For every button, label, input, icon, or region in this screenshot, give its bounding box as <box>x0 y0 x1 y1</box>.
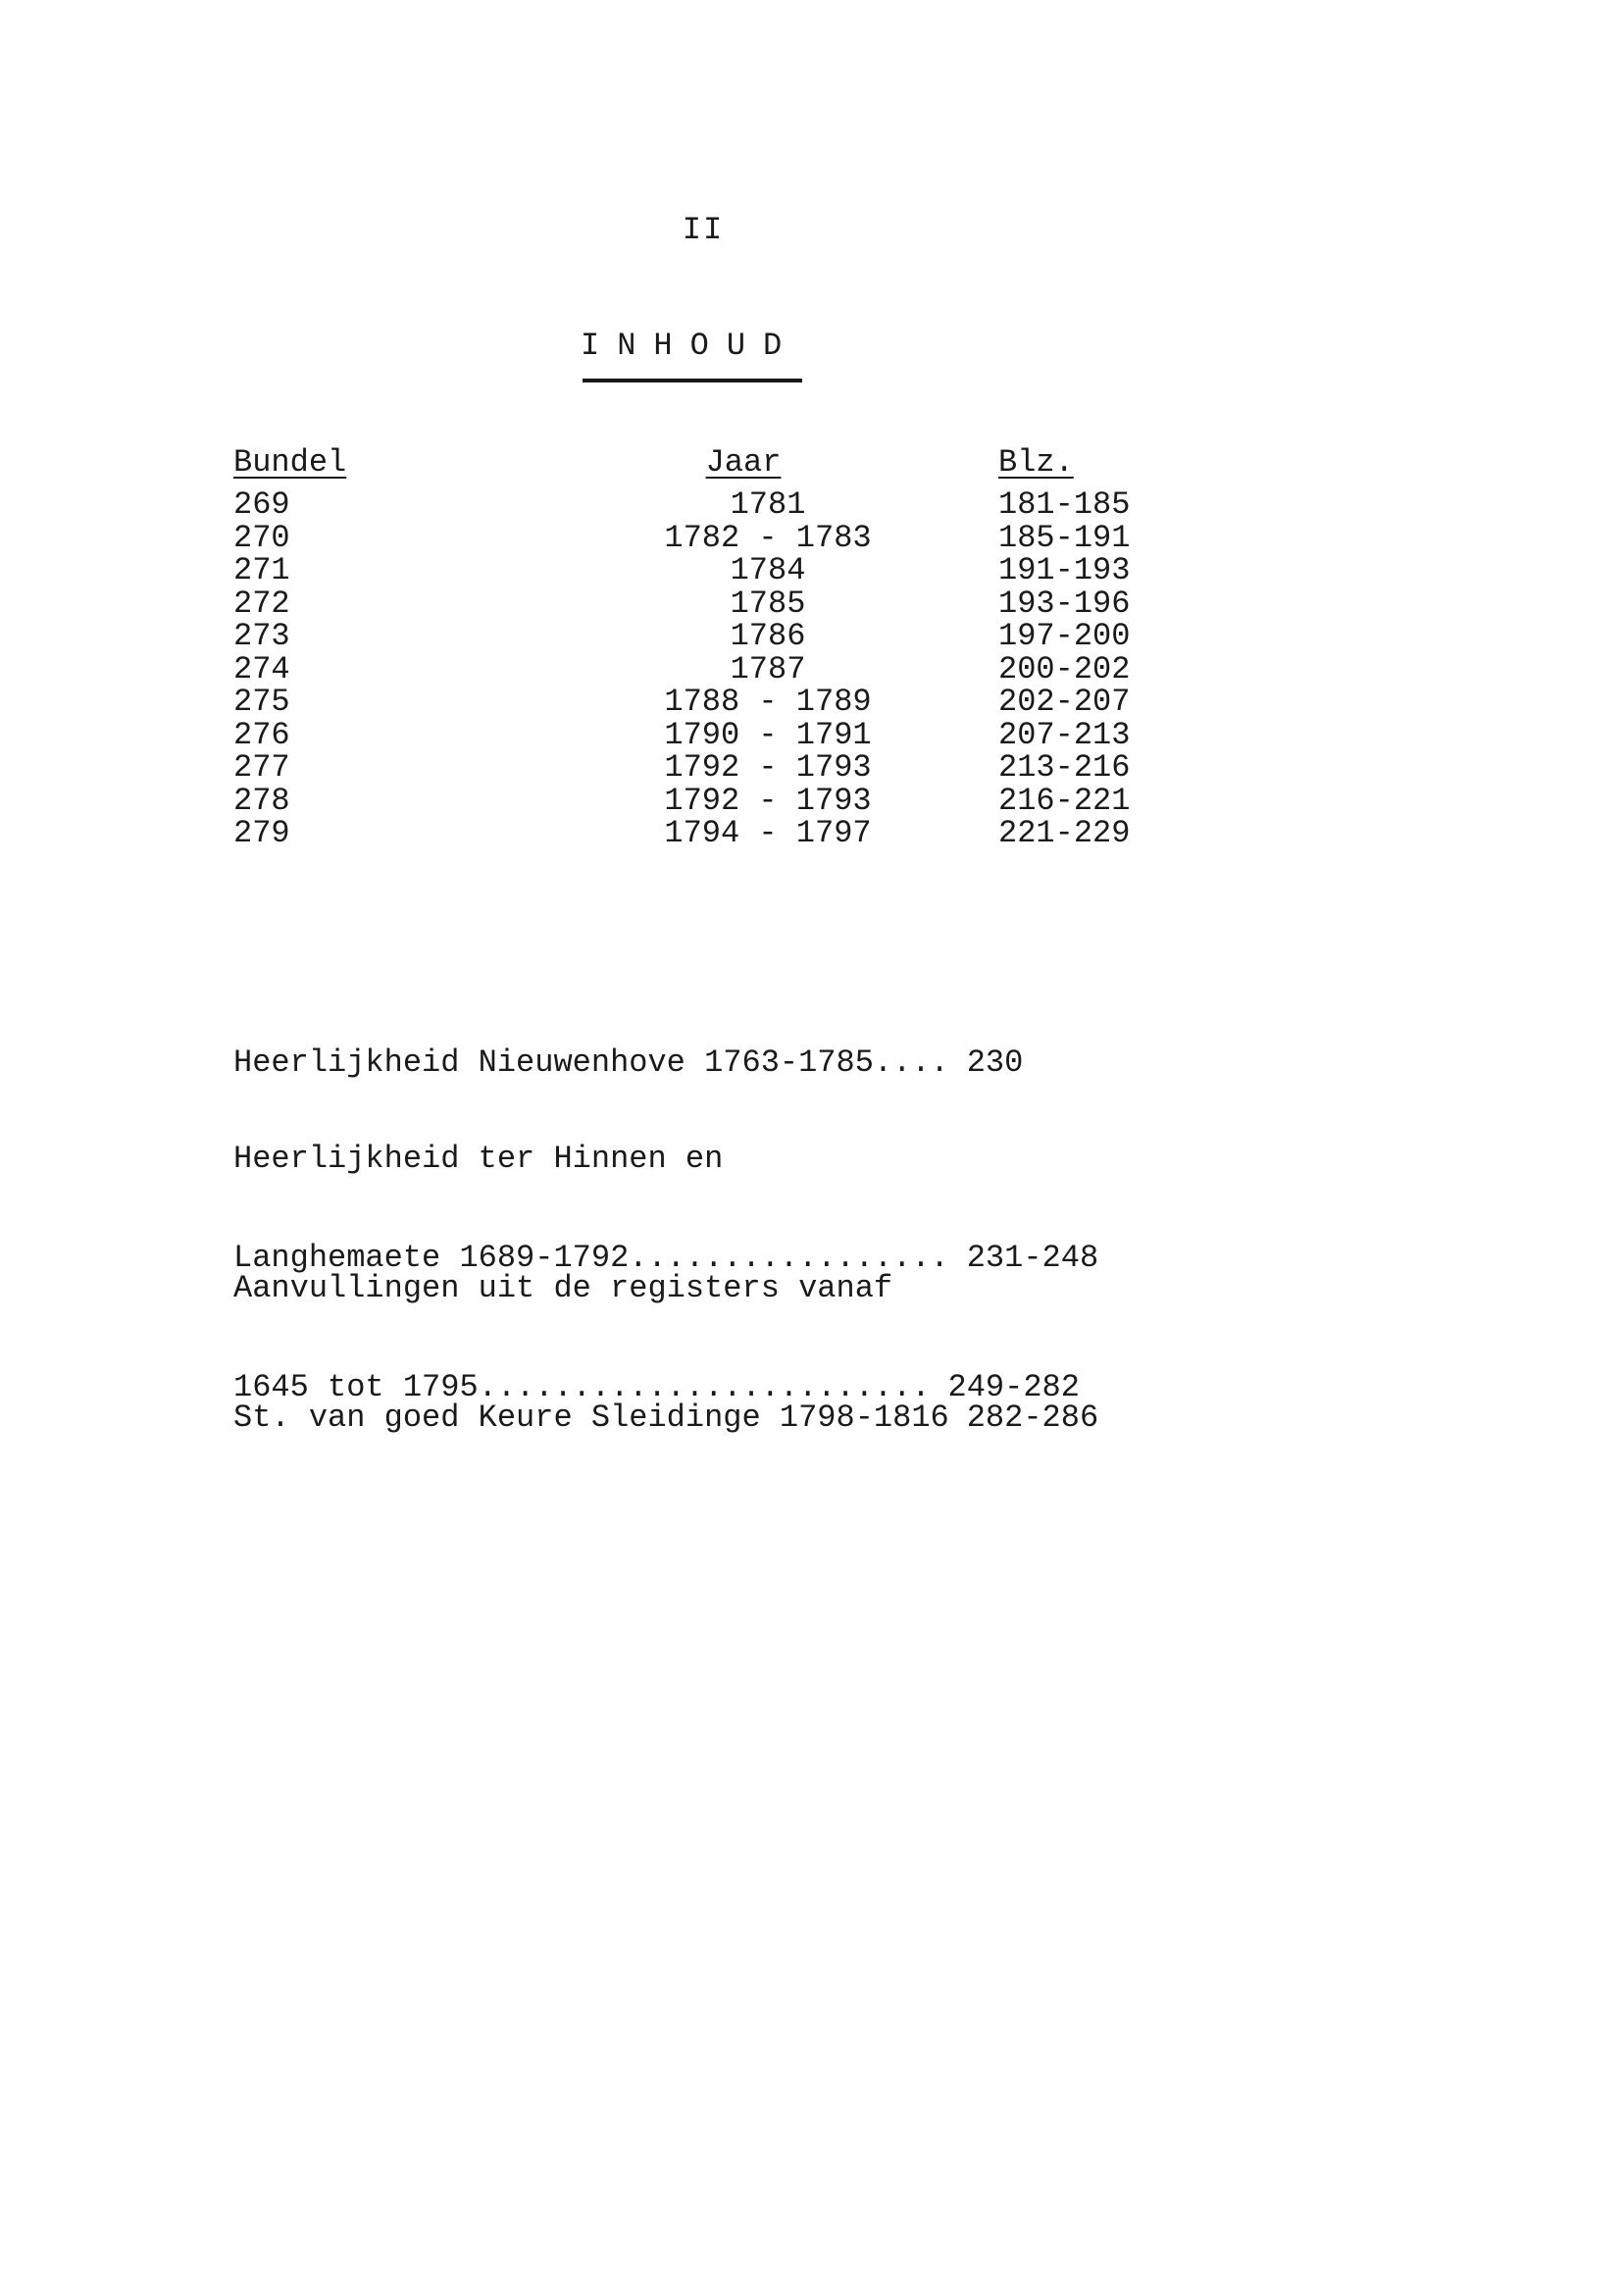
cell-bundel: 269 <box>233 486 290 523</box>
cell-jaar: 1787 <box>730 650 806 687</box>
section-pages: 249-282 <box>947 1368 1080 1405</box>
table-row <box>233 751 1155 785</box>
cell-bundel: 270 <box>233 519 290 556</box>
cell-blz: 185-191 <box>998 519 1131 556</box>
section-line: Aanvullingen uit de registers vanaf <box>233 1270 893 1306</box>
cell-jaar: 1782 - 1783 <box>664 519 872 556</box>
cell-bundel: 273 <box>233 618 290 654</box>
cell-blz: 200-202 <box>998 650 1131 687</box>
table-row <box>233 782 1155 819</box>
cell-jaar: 1785 <box>730 585 806 622</box>
cell-jaar: 1792 - 1793 <box>664 782 872 819</box>
contents-table <box>233 443 1155 850</box>
cell-blz: 181-185 <box>998 486 1131 523</box>
cell-bundel: 271 <box>233 552 290 588</box>
cell-jaar: 1794 - 1797 <box>664 815 872 851</box>
section-line: Heerlijkheid ter Hinnen en <box>233 1141 724 1177</box>
section-text: Langhemaete 1689-1792................. <box>233 1239 949 1276</box>
cell-bundel: 272 <box>233 585 290 622</box>
cell-jaar: 1786 <box>730 618 806 654</box>
cell-bundel: 276 <box>233 716 290 753</box>
cell-blz: 202-207 <box>998 684 1131 720</box>
section-pages: 231-248 <box>966 1239 1099 1276</box>
section-keure-sleidinge <box>233 1336 1214 1467</box>
section-line <box>233 1046 1214 1080</box>
table-row <box>233 650 1155 687</box>
cell-bundel: 277 <box>233 749 290 786</box>
cell-jaar: 1788 - 1789 <box>664 684 872 720</box>
section-text: St. van goed Keure Sleidinge 1798-1816 <box>233 1400 949 1436</box>
cell-blz: 207-213 <box>998 716 1131 753</box>
cell-bundel: 278 <box>233 782 290 819</box>
cell-jaar: 1781 <box>730 486 806 523</box>
table-row <box>233 716 1155 753</box>
cell-bundel: 274 <box>233 650 290 687</box>
cell-blz: 193-196 <box>998 585 1131 622</box>
section-text: Heerlijkheid Nieuwenhove 1763-1785.... <box>233 1044 949 1081</box>
cell-jaar: 1790 - 1791 <box>664 716 872 753</box>
cell-jaar: 1792 - 1793 <box>664 749 872 786</box>
table-row <box>233 620 1155 653</box>
document-title: INHOUD <box>581 328 800 364</box>
table-row <box>233 554 1155 587</box>
table-row <box>233 686 1155 719</box>
section-text: 1645 tot 1795........................ <box>233 1368 931 1405</box>
header-bundel: Bundel <box>233 444 347 481</box>
section-pages: 282-286 <box>966 1400 1099 1436</box>
cell-blz: 216-221 <box>998 782 1131 819</box>
cell-bundel: 279 <box>233 815 290 851</box>
cell-blz: 197-200 <box>998 618 1131 654</box>
table-header-row <box>233 443 1155 488</box>
page-number: II <box>682 212 725 248</box>
cell-blz: 191-193 <box>998 552 1131 588</box>
cell-blz: 221-229 <box>998 815 1131 851</box>
table-row <box>233 817 1155 850</box>
section-pages: 230 <box>966 1044 1024 1081</box>
table-row <box>233 488 1155 522</box>
section-line <box>233 1401 1214 1435</box>
table-row <box>233 519 1155 556</box>
cell-jaar: 1784 <box>730 552 806 588</box>
header-blz: Blz. <box>998 444 1074 481</box>
cell-blz: 213-216 <box>998 749 1131 786</box>
table-row <box>233 587 1155 621</box>
header-jaar: Jaar <box>705 444 782 481</box>
title-underline <box>583 379 802 382</box>
cell-bundel: 275 <box>233 684 290 720</box>
